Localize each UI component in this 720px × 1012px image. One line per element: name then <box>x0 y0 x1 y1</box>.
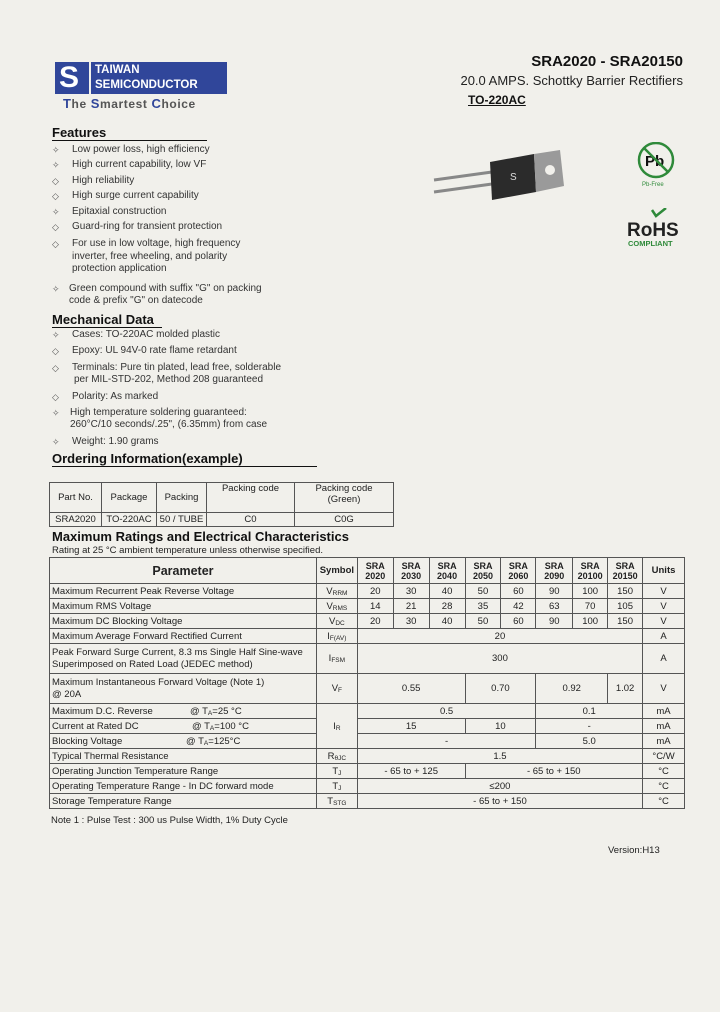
table-row: Maximum DC Blocking Voltage VDC 20 30 40 50 60 90 100 150 V <box>50 614 685 629</box>
ordering-header: Packing code (Green) <box>295 483 394 513</box>
ordering-table <box>49 482 394 527</box>
ordering-cell: C0 <box>207 513 295 527</box>
table-row: Operating Temperature Range - In DC forward mode TJ ≤200 °C <box>50 779 685 794</box>
version-label: Version:H13 <box>608 845 660 856</box>
svg-text:S: S <box>510 172 517 183</box>
header-device: SRA 2040 <box>429 558 465 584</box>
header-device: SRA 2030 <box>393 558 429 584</box>
table-row: Operating Junction Temperature Range TJ - 65 to + 125 - 65 to + 150 °C <box>50 764 685 779</box>
header-device: SRA 20100 <box>573 558 608 584</box>
document-title <box>460 53 683 88</box>
ordering-heading: Ordering Information(example) <box>52 451 317 467</box>
svg-text:RoHS: RoHS <box>627 220 679 241</box>
header-device: SRA 20150 <box>608 558 643 584</box>
part-range: SRA2020 - SRA20150 <box>531 53 683 70</box>
ordering-cell: C0G <box>295 513 394 527</box>
ordering-header: Packing <box>157 483 207 513</box>
to220ac-package-image <box>430 148 570 206</box>
ordering-cell: SRA2020 <box>50 513 102 527</box>
header-device: SRA 2060 <box>501 558 536 584</box>
package-type: TO-220AC <box>468 93 526 107</box>
rohs-compliant-icon <box>624 208 682 250</box>
ordering-cell: 50 / TUBE <box>157 513 207 527</box>
product-description: 20.0 AMPS. Schottky Barrier Rectifiers <box>460 73 683 88</box>
table-row: Maximum Recurrent Peak Reverse Voltage VRRM 20 30 40 50 60 90 100 150 V <box>50 584 685 599</box>
svg-text:COMPLIANT: COMPLIANT <box>628 239 673 248</box>
header-device: SRA 2090 <box>536 558 573 584</box>
ratings-heading: Maximum Ratings and Electrical Characteristics <box>52 529 349 544</box>
header-device: SRA 2020 <box>357 558 393 584</box>
ratings-table <box>49 557 685 809</box>
ordering-cell: TO-220AC <box>102 513 157 527</box>
ordering-header: Package <box>102 483 157 513</box>
logo-company-name: TAIWAN SEMICONDUCTOR <box>91 62 227 94</box>
ordering-header: Part No. <box>50 483 102 513</box>
table-row: Maximum Average Forward Rectified Current IF(AV) 20 A <box>50 629 685 644</box>
footnote: Note 1 : Pulse Test : 300 us Pulse Width, 1% Duty Cycle <box>51 815 288 826</box>
table-row: Blocking Voltage @ TA=125°C - 5.0 mA <box>50 734 685 749</box>
svg-text:Pb-Free: Pb-Free <box>642 182 664 188</box>
table-row: Maximum D.C. Reverse @ TA=25 °C IR 0.5 0.1 mA <box>50 704 685 719</box>
logo-tagline: The Smartest Choice <box>63 96 196 111</box>
table-row: Storage Temperature Range TSTG - 65 to + 150 °C <box>50 794 685 809</box>
header-device: SRA 2050 <box>465 558 501 584</box>
mechanical-heading: Mechanical Data <box>52 312 162 328</box>
company-logo <box>55 60 227 112</box>
svg-text:Pb: Pb <box>645 153 665 170</box>
ratings-subtitle: Rating at 25 °C ambient temperature unless otherwise specified. <box>52 545 323 556</box>
table-row: Maximum Instantaneous Forward Voltage (Note 1) @ 20A VF 0.55 0.70 0.92 1.02 V <box>50 674 685 704</box>
logo-mark: S <box>55 62 89 94</box>
table-row: Maximum RMS Voltage VRMS 14 21 28 35 42 63 70 105 V <box>50 599 685 614</box>
header-units: Units <box>643 558 685 584</box>
ordering-header: Packing code <box>207 483 295 513</box>
table-row: Typical Thermal Resistance RθJC 1.5 °C/W <box>50 749 685 764</box>
header-symbol: Symbol <box>316 558 357 584</box>
table-row: Peak Forward Surge Current, 8.3 ms Single Half Sine-wave Superimposed on Rated Load (JEDEC method) IFSM 300 A <box>50 644 685 674</box>
header-parameter: Parameter <box>50 558 317 584</box>
pb-free-icon <box>636 142 676 188</box>
features-heading: Features <box>52 125 207 141</box>
table-row: Current at Rated DC @ TA=100 °C 15 10 - mA <box>50 719 685 734</box>
